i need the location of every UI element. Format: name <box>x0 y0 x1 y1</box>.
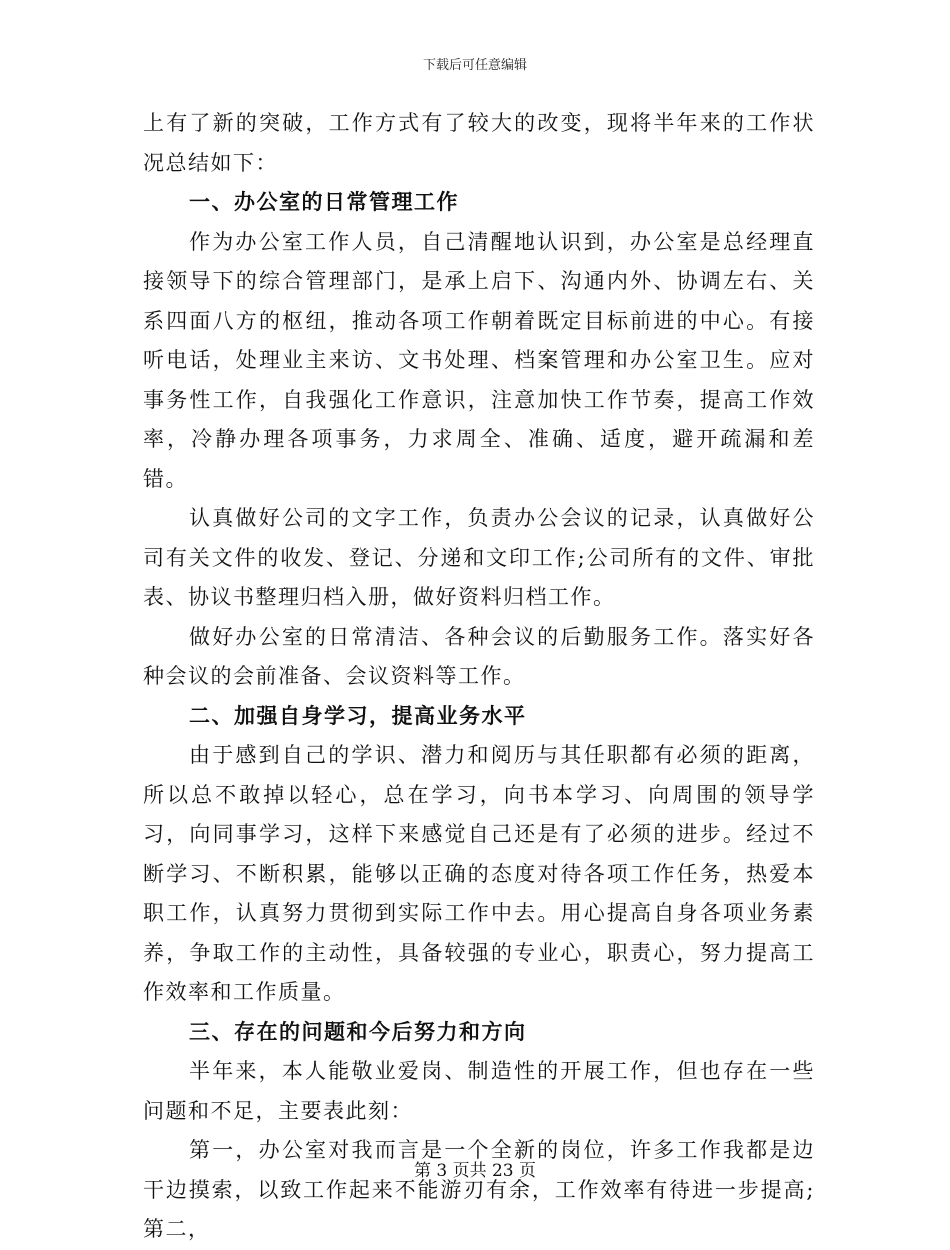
paragraph-problem-first: 第一，办公室对我而言是一个全新的岗位，许多工作我都是边干边摸索，以致工作起来不能游刃有余，工作效率有待进一步提高;第二， <box>143 1138 815 1241</box>
section-heading-1: 一、办公室的日常管理工作 <box>189 190 459 214</box>
page-number-footer: 第 3 页共 23 页 <box>413 1161 537 1181</box>
section-heading-3: 三、存在的问题和今后努力和方向 <box>189 1019 527 1044</box>
paragraph-writing-work: 认真做好公司的文字工作，负责办公会议的记录，认真做好公司有关文件的收发、登记、分递和文印工作;公司所有的文件、审批表、协议书整理归档入册，做好资料归档工作。 <box>143 506 815 609</box>
section-heading-2: 二、加强自身学习，提高业务水平 <box>189 703 527 728</box>
paragraph-self-learning: 由于感到自己的学识、潜力和阅历与其任职都有必须的距离，所以总不敢掉以轻心，总在学习，向书本学习、向周围的领导学习，向同事学习，这样下来感觉自己还是有了必须的进步。经过不断学习、不断积累，能够以正确的态度对待各项工作任务，热爱本职工作，认真努力贯彻到实际工作中去。用心提高自身各项业务素养，争取工作的主动性，具备较强的专业心，职责心，努力提高工作效率和工作质量。 <box>143 743 815 1004</box>
page-header: 下载后可任意编辑 <box>422 58 527 73</box>
paragraph-problems-intro: 半年来，本人能敬业爱岗、制造性的开展工作，但也存在一些问题和不足，主要表此刻： <box>143 1059 815 1123</box>
paragraph-intro: 上有了新的突破，工作方式有了较大的改变，现将半年来的工作状况总结如下： <box>143 111 815 175</box>
paragraph-cleaning-meetings: 做好办公室的日常清洁、各种会议的后勤服务工作。落实好各种会议的会前准备、会议资料等工作。 <box>143 624 815 688</box>
paragraph-office-role: 作为办公室工作人员，自己清醒地认识到，办公室是总经理直接领导下的综合管理部门，是承上启下、沟通内外、协调左右、关系四面八方的枢纽，推动各项工作朝着既定目标前进的中心。有接听电话，处理业主来访、文书处理、档案管理和办公室卫生。应对事务性工作，自我强化工作意识，注意加快工作节奏，提高工作效率，冷静办理各项事务，力求周全、准确、适度，避开疏漏和差错。 <box>143 229 815 491</box>
document-body <box>143 104 815 1250</box>
